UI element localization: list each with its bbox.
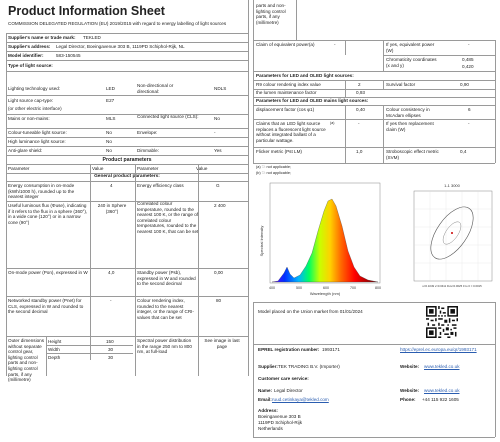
param2-row-4: Spectral power distribution in the range 250 nm to 800 nm, at full-load	[137, 338, 192, 355]
cons-label: Colour consistency in McAdam ellipses	[386, 107, 430, 118]
spectrum-tick-400: 400	[269, 286, 275, 290]
chromaticity-point	[451, 232, 453, 234]
col-value2: Value	[196, 166, 208, 171]
care-address-line2: 1119PD Schiphol-Rijk	[258, 420, 303, 425]
replace-right-value: -	[468, 121, 470, 126]
care-name-label: Name:	[258, 388, 273, 393]
replace-label: Claims that an LED light source replaces a fluorescent light source without integrated ballast of a particular wattage.	[256, 121, 326, 143]
value-row-1: 240 in Sphere (360°)	[97, 203, 127, 214]
top-text: parts and non-lighting control parts, if any (millimetre)	[256, 3, 286, 25]
placed-text: Model placed on the Union market from 01/01/2024	[258, 309, 363, 314]
led-header: Parameters for LED and OLED light sources:	[256, 73, 354, 78]
spectrum-tick-700: 700	[350, 286, 356, 290]
care-address-label: Address:	[258, 408, 278, 413]
survival-value: 0,90	[460, 82, 469, 87]
supplier-label: Supplier's name or trade mark:	[8, 35, 76, 40]
colour-label: Colour-tuneable light source:	[8, 130, 67, 135]
lumen-value: 0,93	[356, 90, 365, 95]
survival-label: Survival factor	[386, 82, 416, 87]
care-phone-value: +44 115 922 1605	[422, 397, 459, 402]
spectrum-tick-800: 800	[375, 286, 381, 290]
dim-height-value: 150	[106, 339, 114, 344]
value-row-3: -	[110, 298, 112, 303]
cie-footer: u=0.1049 v=0.0411 Duv=0.0025 0 to 0 = 0.0015	[422, 284, 482, 288]
r9-value: 2	[358, 82, 361, 87]
param2-row-3: Colour rendering index, rounded to the nearest integer, or the range of CRI-values that can be set	[137, 298, 194, 320]
cls-label: Connected light source (CLS):	[137, 114, 199, 119]
qr-code	[426, 306, 458, 338]
care-email-label: Email:	[258, 397, 272, 402]
model-label: Model identifier:	[8, 53, 44, 58]
care-website-link[interactable]: www.tekled.co.uk	[424, 388, 460, 393]
strobe-label: Stroboscopic effect metric (SVM)	[386, 149, 439, 160]
cap-value: E27	[106, 98, 115, 103]
param-row-1: Useful luminous flux (Φuse), indicating if it refers to the flux in a sphere (360°), in a wide cone (120°) or in a narrow cone (90°)	[8, 203, 88, 225]
dim-depth-label: Depth	[48, 355, 61, 360]
col-param: Parameter	[8, 166, 30, 171]
replace-right-label: If yes then replacement claim (W)	[386, 121, 434, 132]
eprel-reg-label: EPREL registration number:	[258, 347, 320, 352]
disp-value: 0,40	[356, 107, 365, 112]
eprel-link[interactable]: https://eprel.ec.europa.eu/qr/1993171	[400, 347, 477, 352]
spectrum-ylabel: Spectral Intensity	[259, 225, 264, 257]
params-header: Product parameters	[102, 157, 152, 163]
cap-label: Light source cap-type:	[8, 98, 54, 103]
claim-value: -	[334, 42, 336, 47]
flicker-label: Flicker metric (Pst LM)	[256, 149, 302, 154]
care-address-line1: Boeingavenue 303 B	[258, 414, 301, 419]
col-param2: Parameter	[137, 166, 159, 171]
colour-value: No	[106, 130, 112, 135]
dim-depth-value: 30	[108, 355, 114, 360]
glare-value: No	[106, 148, 112, 153]
model-value: 583-150545	[56, 53, 81, 58]
cie-title: 1-1 3000	[444, 183, 460, 188]
disp-label: displacement factor (cos φ1)	[256, 107, 315, 112]
eprel-website-link[interactable]: www.tekled.co.uk	[424, 364, 460, 369]
chroma-x: 0,485	[462, 57, 474, 62]
r9-label: R9 colour rendering index value	[256, 82, 321, 87]
lumen-label: the lumen maintenance factor	[256, 90, 317, 95]
note-b: (b) '-': not applicable;	[256, 171, 292, 175]
care-phone-label: Phone:	[400, 397, 416, 402]
cap-note: (or other electric interface)	[8, 106, 62, 111]
env-label: Envelope:	[137, 130, 158, 135]
value2-row-0: G	[216, 183, 220, 188]
tech-value: LED	[106, 86, 115, 91]
mains-header: Parameters for LED and OLED mains light sources:	[256, 98, 369, 103]
param2-row-0: Energy efficiency class	[137, 183, 184, 188]
replace-sup: (a)	[330, 121, 335, 125]
cons-value: 6	[468, 107, 471, 112]
mains-label: Mains or non-mains:	[8, 116, 50, 121]
cls-value: No	[214, 116, 220, 121]
hl-value: No	[106, 139, 112, 144]
eprel-reg-value: 1993171	[322, 347, 340, 352]
dim-width-label: Width	[48, 347, 60, 352]
claim-right-label: If yes, equivalent power (W)	[386, 42, 435, 53]
spectrum-chart	[256, 181, 386, 301]
eprel-website-label: Website:	[400, 364, 420, 369]
care-address-line3: Netherlands	[258, 426, 283, 431]
param-row-3: Networked standby power (Pnet) for CLS, expressed in W and rounded to the second decimal	[8, 298, 84, 315]
general-header: General product parameters:	[94, 174, 160, 179]
flicker-value: 1,0	[356, 149, 363, 154]
param-row-2: On-mode power (Pon), expressed in W	[8, 270, 88, 275]
cie-ellipse-chart	[408, 181, 496, 291]
regulation-text: COMMISSION DELEGATED REGULATION (EU) 2019/2015 with regard to energy labelling of light sources	[8, 21, 227, 26]
care-header: Customer care service:	[258, 376, 309, 381]
address-value: Legal Director, Boeingavenue 303 B, 1119PD Schiphol-Rijk, NL	[56, 44, 185, 49]
eprel-supplier-label: Supplier:	[258, 364, 278, 369]
supplier-value: TEKLED	[83, 35, 101, 40]
nondir-label: Non-directional or directional:	[137, 83, 174, 94]
claim-label-text: Claim of equivalent power(a)	[256, 42, 315, 47]
param2-row-1: Correlated colour temperature, rounded to the nearest 100 K, or the range of correlated colour temperatures, rounded to the nearest 100 K, that can be set	[137, 201, 199, 234]
type-header: Type of light source:	[8, 63, 53, 68]
tech-label: Lighting technology used:	[8, 86, 61, 91]
spectrum-xlabel: Wavelength (nm)	[309, 291, 341, 296]
value2-row-2: 0,00	[214, 270, 223, 275]
claim-right-value: -	[468, 42, 470, 47]
col-value: Value	[92, 166, 104, 171]
mains-value: MLS	[106, 116, 116, 121]
param2-row-2: Standby power (Psb), expressed in W and rounded to the second decimal	[137, 270, 196, 287]
care-name-value: Legal Director	[274, 388, 303, 393]
chroma-y: 0,420	[462, 64, 474, 69]
param-row-4: Outer dimensions without separate control gear, lighting control parts and non-lighting control parts, if any (millimetre)	[8, 338, 45, 383]
value2-row-1: 2 400	[214, 203, 226, 208]
page-title: Product Information Sheet	[8, 4, 165, 18]
param-row-0: Energy consumption in on-mode (kWh/1000 h), rounded up to the nearest integer	[8, 183, 75, 200]
spectrum-tick-600: 600	[323, 286, 329, 290]
spectrum-tick-500: 500	[296, 286, 302, 290]
nondir-value: NDLS	[214, 86, 227, 91]
replace-value: -	[358, 121, 360, 126]
hl-label: High luminance light source:	[8, 139, 66, 144]
chroma-label: Chromaticity coordinates (x and y)	[386, 57, 437, 68]
eprel-supplier-value: TEK TRADING B.V. (Importer)	[278, 364, 340, 369]
value-row-0: 4	[110, 183, 113, 188]
strobe-value: 0,4	[460, 149, 467, 154]
dim-width-value: 30	[108, 347, 114, 352]
value-row-2: 4,0	[108, 270, 115, 275]
address-label: Supplier's address:	[8, 44, 51, 49]
dim-height-label: Height	[48, 339, 62, 344]
value2-row-4: See image in last page	[204, 338, 240, 349]
env-value: -	[214, 130, 216, 135]
claim-label	[256, 42, 314, 48]
dim-label: Dimmable:	[137, 148, 159, 153]
note-a: (a) '-': not applicable;	[256, 165, 292, 169]
care-email-link[interactable]: ruud.cetinkaya@tekled.com	[272, 397, 329, 402]
value2-row-3: 80	[216, 298, 222, 303]
dim-value: Yes	[214, 148, 222, 153]
care-website-label: Website:	[400, 388, 420, 393]
glare-label: Anti-glare shield:	[8, 148, 43, 153]
